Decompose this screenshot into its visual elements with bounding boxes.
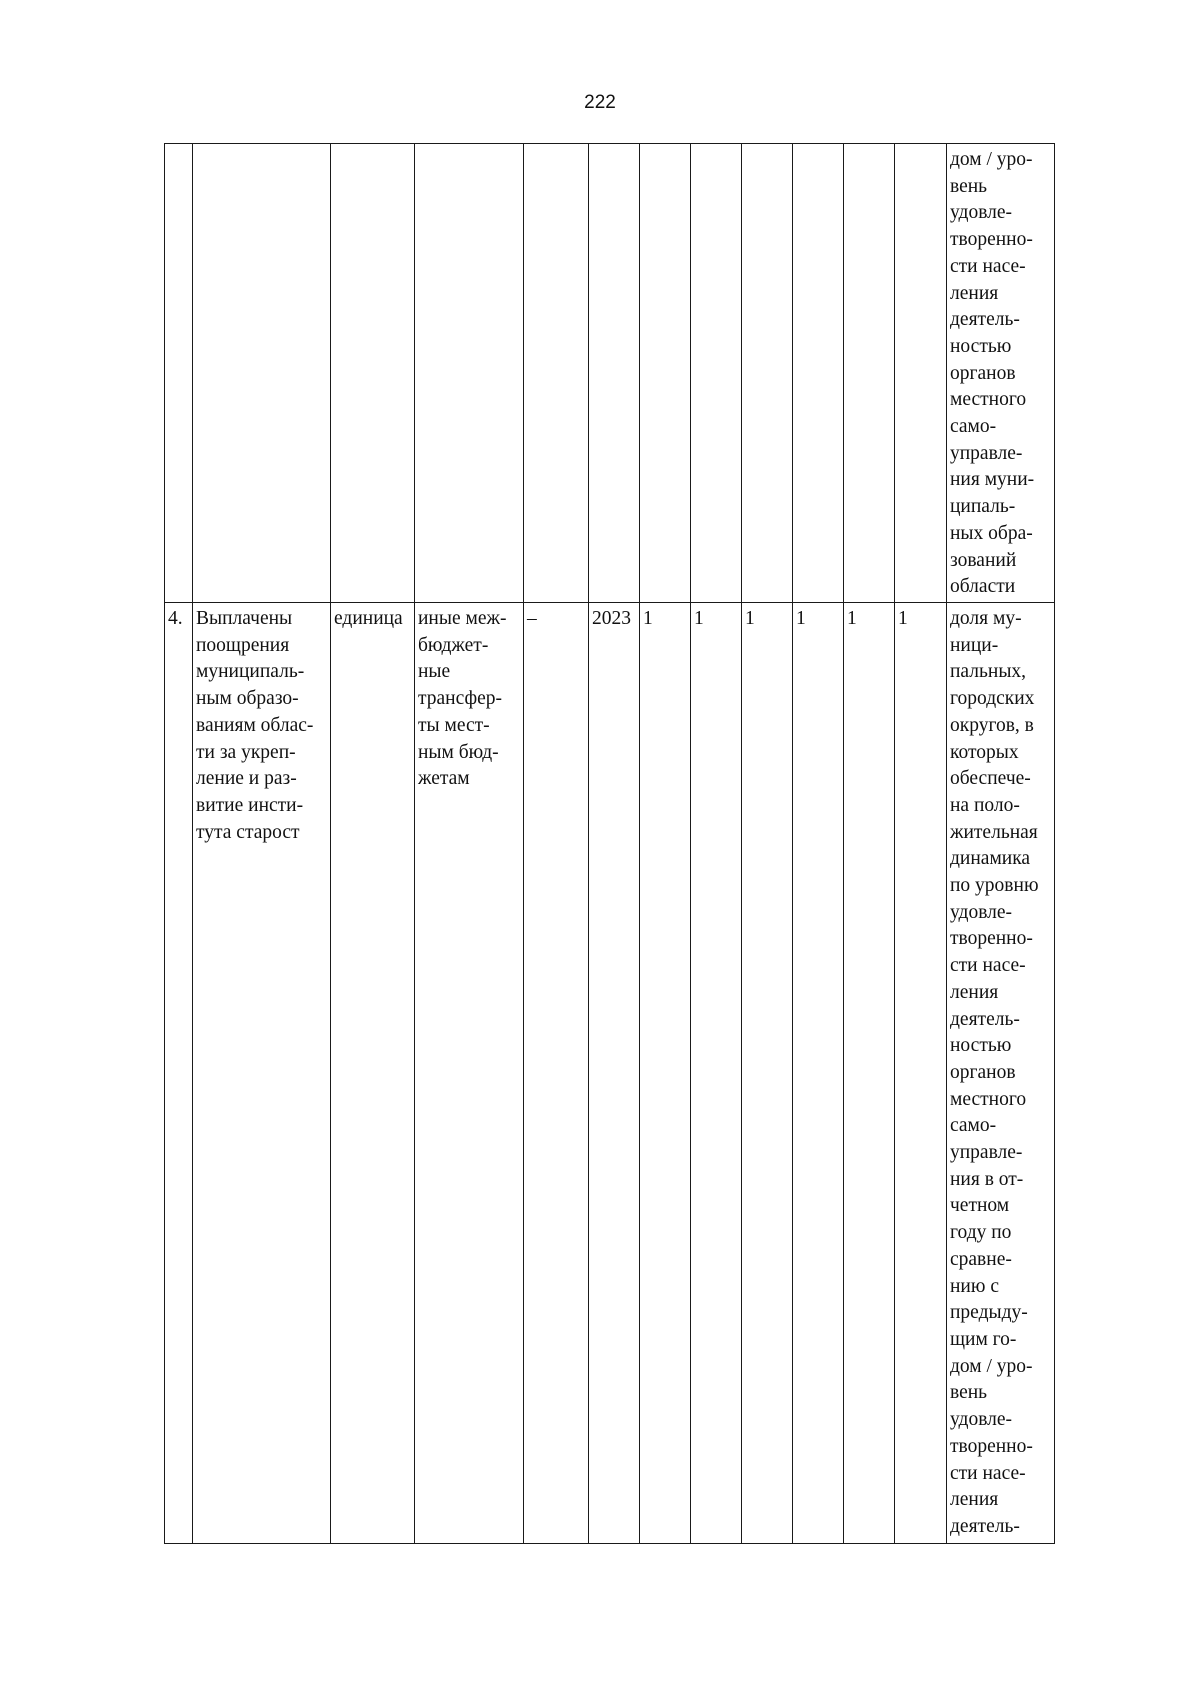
text-line: обеспече- [950, 768, 1031, 790]
text-line: удовле- [950, 202, 1013, 224]
text-line: ные [418, 661, 451, 683]
cell-value: 1 [640, 603, 691, 1544]
text-line: удовле- [950, 1409, 1013, 1431]
indicator-table [164, 143, 1055, 1544]
text-line: органов [950, 362, 1016, 384]
text-line: ных обра- [950, 522, 1033, 544]
cell-value: 1 [742, 603, 793, 1544]
text-line: округов, в [950, 714, 1034, 736]
text-line: на поло- [950, 794, 1020, 816]
table-row [165, 144, 1055, 603]
text-line: дом / уро- [950, 1355, 1033, 1377]
text-line: деятель- [950, 1008, 1020, 1030]
text-line: году по [950, 1222, 1012, 1244]
text-line: которых [950, 741, 1019, 763]
cell-number [165, 144, 193, 603]
text-line: жительная [950, 821, 1038, 843]
cell-unit: единица [331, 603, 415, 1544]
cell-indicator [947, 603, 1055, 1544]
text-line: тута старост [196, 821, 300, 843]
text-line: ностью [950, 1035, 1012, 1057]
table-row [165, 603, 1055, 1544]
cell-base-year: 2023 [589, 603, 640, 1544]
text-line: жетам [418, 768, 470, 790]
cell-result [193, 144, 331, 603]
cell-value [640, 144, 691, 603]
text-line: ление и раз- [196, 768, 297, 790]
text-line: ления [950, 282, 999, 304]
text-line: щим го- [950, 1328, 1017, 1350]
text-line: зований [950, 549, 1017, 571]
cell-number: 4. [165, 603, 193, 1544]
text-line: местного [950, 1088, 1027, 1110]
cell-value [793, 144, 844, 603]
text-line: ципаль- [950, 496, 1016, 518]
text-line: Выплачены [196, 608, 293, 629]
text-line: удовле- [950, 901, 1013, 923]
text-line: ници- [950, 634, 999, 656]
text-line: творенно- [950, 928, 1033, 950]
cell-value: 1 [691, 603, 742, 1544]
text-line: муниципаль- [196, 661, 305, 683]
text-line: творенно- [950, 229, 1033, 251]
text-line: нию с [950, 1275, 999, 1297]
text-line: ления [950, 1489, 999, 1511]
text-line: городских [950, 688, 1035, 710]
text-line: иные меж- [418, 608, 507, 629]
text-line: ваниям облас- [196, 714, 314, 736]
text-line: пальных, [950, 661, 1027, 683]
text-line: само- [950, 416, 997, 438]
cell-result [193, 603, 331, 1544]
text-line: предыду- [950, 1302, 1028, 1324]
cell-value [742, 144, 793, 603]
text-line: ти за укреп- [196, 741, 296, 763]
text-line: по уровню [950, 875, 1039, 897]
text-line: ления [950, 981, 999, 1003]
text-line: управле- [950, 442, 1023, 464]
text-line: доля му- [950, 608, 1022, 629]
text-line: ностью [950, 335, 1012, 357]
text-line: сти насе- [950, 255, 1026, 277]
text-line: само- [950, 1115, 997, 1137]
cell-value [844, 144, 895, 603]
cell-value: 1 [895, 603, 947, 1544]
cell-value [895, 144, 947, 603]
cell-base-value: – [524, 603, 589, 1544]
text-line: сравне- [950, 1248, 1012, 1270]
cell-value [691, 144, 742, 603]
text-line: ния в от- [950, 1168, 1024, 1190]
text-line: четном [950, 1195, 1010, 1217]
cell-source [415, 144, 524, 603]
text-line: деятель- [950, 309, 1020, 331]
cell-value: 1 [793, 603, 844, 1544]
cell-unit [331, 144, 415, 603]
text-line: сти насе- [950, 1462, 1026, 1484]
text-line: динамика [950, 848, 1031, 870]
text-line: ным образо- [196, 688, 299, 710]
text-line: дом / уро- [950, 149, 1033, 170]
text-line: сти насе- [950, 955, 1026, 977]
cell-value: 1 [844, 603, 895, 1544]
text-line: творенно- [950, 1435, 1033, 1457]
text-line: деятель- [950, 1515, 1020, 1537]
text-line: ным бюд- [418, 741, 499, 763]
text-line: области [950, 576, 1016, 598]
page-number: 222 [584, 92, 616, 113]
cell-indicator [947, 144, 1055, 603]
text-line: вень [950, 175, 988, 197]
text-line: трансфер- [418, 688, 503, 710]
text-line: ния муни- [950, 469, 1035, 491]
text-line: ты мест- [418, 714, 490, 736]
cell-base-value [524, 144, 589, 603]
text-line: витие инсти- [196, 794, 304, 816]
text-line: вень [950, 1382, 988, 1404]
cell-base-year [589, 144, 640, 603]
text-line: местного [950, 389, 1027, 411]
text-line: бюджет- [418, 634, 489, 656]
cell-source [415, 603, 524, 1544]
text-line: управле- [950, 1142, 1023, 1164]
text-line: поощрения [196, 634, 290, 656]
text-line: органов [950, 1061, 1016, 1083]
